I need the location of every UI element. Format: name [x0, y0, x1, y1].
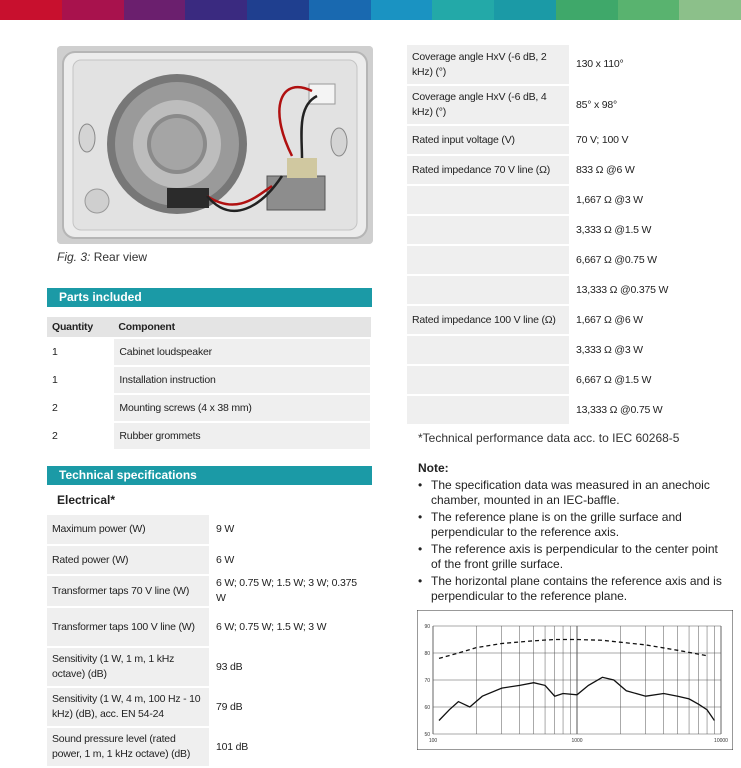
spec-value: 101 dB	[210, 727, 372, 767]
brand-stripe-segment	[494, 0, 556, 20]
table-row	[407, 245, 733, 275]
parts-quantity: 2	[47, 422, 113, 450]
y-tick-label: 60	[424, 705, 430, 711]
spec-label: Rated input voltage (V)	[407, 125, 570, 155]
note-list	[416, 478, 726, 606]
spec-value: 1,667 Ω @3 W	[570, 185, 733, 215]
spec-label: Transformer taps 100 V line (W)	[47, 607, 210, 647]
spec-value: 85° x 98°	[570, 85, 733, 125]
parts-column-header: Component	[113, 317, 371, 338]
spec-label: Sensitivity (1 W, 4 m, 100 Hz - 10 kHz) (dB), acc. EN 54-24	[47, 687, 210, 727]
table-row	[407, 45, 733, 85]
y-tick-label: 80	[424, 651, 430, 657]
spec-label: Sensitivity (1 W, 1 m, 1 kHz octave) (dB)	[47, 647, 210, 687]
electrical-subheading: Electrical*	[57, 493, 116, 507]
spec-value: 79 dB	[210, 687, 372, 727]
parts-section-title: Parts included	[47, 288, 372, 307]
parts-quantity: 2	[47, 394, 113, 422]
parts-table-header	[47, 317, 371, 338]
x-tick-label: 100	[428, 738, 438, 744]
brand-stripe-segment	[618, 0, 680, 20]
spec-value: 6 W; 0.75 W; 1.5 W; 3 W; 0.375 W	[210, 575, 372, 607]
brand-stripe-segment	[679, 0, 741, 20]
spec-value: 6 W; 0.75 W; 1.5 W; 3 W	[210, 607, 372, 647]
table-row	[47, 727, 372, 767]
spec-value: 13,333 Ω @0.375 W	[570, 275, 733, 305]
table-row	[407, 155, 733, 185]
brand-stripe	[0, 0, 741, 20]
note-item: • The reference plane is on the grille surface and perpendicular to the reference axis.	[416, 510, 726, 540]
caption-prefix: Fig. 3:	[57, 250, 91, 264]
brand-stripe-segment	[371, 0, 433, 20]
brand-stripe-segment	[556, 0, 618, 20]
table-row	[407, 125, 733, 155]
brand-stripe-segment	[432, 0, 494, 20]
parts-column-header: Quantity	[47, 317, 113, 338]
parts-component: Rubber grommets	[113, 422, 371, 450]
spec-label: Maximum power (W)	[47, 515, 210, 545]
table-row	[47, 647, 372, 687]
y-tick-label: 50	[424, 732, 430, 738]
table-row	[47, 687, 372, 727]
table-row	[407, 275, 733, 305]
brand-stripe-segment	[185, 0, 247, 20]
brand-stripe-segment	[309, 0, 371, 20]
table-row	[47, 575, 372, 607]
brand-stripe-segment	[247, 0, 309, 20]
spec-value: 13,333 Ω @0.75 W	[570, 395, 733, 425]
parts-component: Cabinet loudspeaker	[113, 338, 371, 366]
spec-label	[407, 275, 570, 305]
spec-value: 130 x 110°	[570, 45, 733, 85]
rear-view-photo	[57, 46, 373, 244]
frequency-response-chart	[417, 610, 733, 750]
spec-value: 6 W	[210, 545, 372, 575]
table-row	[407, 185, 733, 215]
tech-section-title: Technical specifications	[47, 466, 372, 485]
spec-label	[407, 395, 570, 425]
parts-component: Mounting screws (4 x 38 mm)	[113, 394, 371, 422]
spec-value: 9 W	[210, 515, 372, 545]
table-row	[407, 335, 733, 365]
table-row	[407, 215, 733, 245]
spec-label: Coverage angle HxV (-6 dB, 2 kHz) (°)	[407, 45, 570, 85]
table-row	[47, 545, 372, 575]
spec-value: 3,333 Ω @3 W	[570, 335, 733, 365]
spec-value: 3,333 Ω @1.5 W	[570, 215, 733, 245]
spec-value: 93 dB	[210, 647, 372, 687]
electrical-table	[47, 515, 372, 768]
spec-label: Rated impedance 70 V line (Ω)	[407, 155, 570, 185]
spec-label: Transformer taps 70 V line (W)	[47, 575, 210, 607]
y-tick-label: 70	[424, 678, 430, 684]
spec-value: 833 Ω @6 W	[570, 155, 733, 185]
spec-label	[407, 245, 570, 275]
spec-label: Rated power (W)	[47, 545, 210, 575]
note-item: • The specification data was measured in an anechoic chamber, mounted in an IEC-baffle.	[416, 478, 726, 508]
brand-stripe-segment	[62, 0, 124, 20]
brand-stripe-segment	[0, 0, 62, 20]
spec-label	[407, 215, 570, 245]
right-spec-table	[407, 45, 733, 426]
x-tick-label: 10000	[714, 738, 728, 744]
technical-footnote: *Technical performance data acc. to IEC 60268-5	[418, 431, 680, 445]
spec-value: 1,667 Ω @6 W	[570, 305, 733, 335]
table-row	[47, 422, 371, 450]
parts-table	[47, 317, 372, 451]
note-item: • The reference axis is perpendicular to the center point of the front grille surface.	[416, 542, 726, 572]
table-row	[47, 338, 371, 366]
figure-caption	[57, 250, 147, 264]
table-row	[47, 515, 372, 545]
spec-label	[407, 185, 570, 215]
y-tick-label: 90	[424, 624, 430, 630]
x-tick-label: 1000	[571, 738, 583, 744]
spec-value: 6,667 Ω @1.5 W	[570, 365, 733, 395]
spec-value: 70 V; 100 V	[570, 125, 733, 155]
table-row	[47, 394, 371, 422]
spec-label	[407, 365, 570, 395]
spec-label	[407, 335, 570, 365]
note-title: Note:	[418, 461, 449, 475]
table-row	[407, 395, 733, 425]
parts-quantity: 1	[47, 366, 113, 394]
table-row	[407, 305, 733, 335]
spec-value: 6,667 Ω @0.75 W	[570, 245, 733, 275]
parts-quantity: 1	[47, 338, 113, 366]
note-item: • The horizontal plane contains the reference axis and is perpendicular to the reference plane.	[416, 574, 726, 604]
table-row	[47, 607, 372, 647]
spec-label: Sound pressure level (rated power, 1 m, 1 kHz octave) (dB)	[47, 727, 210, 767]
table-row	[47, 366, 371, 394]
table-row	[407, 365, 733, 395]
table-row	[407, 85, 733, 125]
caption-text: Rear view	[93, 250, 148, 264]
spec-label: Coverage angle HxV (-6 dB, 4 kHz) (°)	[407, 85, 570, 125]
spec-label: Rated impedance 100 V line (Ω)	[407, 305, 570, 335]
brand-stripe-segment	[124, 0, 186, 20]
parts-component: Installation instruction	[113, 366, 371, 394]
